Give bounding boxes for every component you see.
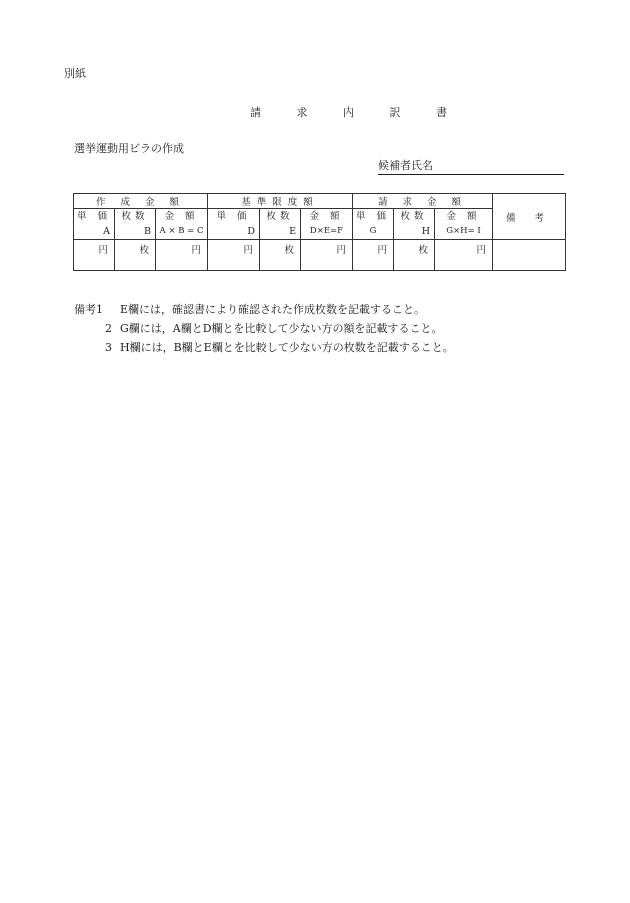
- subheader-cell: [156, 209, 208, 240]
- subheader-code: A × B = C: [159, 226, 204, 236]
- subheader-cell: [435, 209, 493, 240]
- unit-cell: 円: [74, 240, 115, 271]
- unit-cell: 円: [353, 240, 394, 271]
- subheader-label: 金 額: [164, 211, 199, 222]
- note-item: [74, 319, 454, 338]
- subheader-label: 単 価: [356, 211, 391, 222]
- subheader-cell: [394, 209, 435, 240]
- sub-header-row: [74, 209, 566, 240]
- invoice-breakdown-table: [73, 193, 566, 271]
- remarks-header: 備 考: [493, 194, 566, 240]
- unit-cell: 枚: [260, 240, 301, 271]
- note-text: E欄には，確認書により確認された作成枚数を記載すること。: [120, 303, 426, 316]
- purpose-text: 選挙運動用ビラの作成: [74, 142, 184, 155]
- subheader-cell: [115, 209, 156, 240]
- subheader-code: A: [103, 226, 110, 237]
- subheader-label: 金 額: [309, 211, 344, 222]
- subheader-label: 枚数: [400, 211, 428, 222]
- subheader-code: D×E=F: [309, 226, 344, 236]
- subheader-cell: [260, 209, 301, 240]
- subheader-label: 金 額: [446, 211, 481, 222]
- unit-cell: 円: [208, 240, 260, 271]
- note-label: 2: [105, 322, 112, 335]
- note-item: [74, 300, 454, 319]
- note-label: 3: [105, 341, 112, 354]
- subheader-code: B: [144, 226, 151, 237]
- subheader-cell: [353, 209, 394, 240]
- unit-cell: 円: [301, 240, 353, 271]
- subheader-cell: [208, 209, 260, 240]
- subheader-label: 単 価: [216, 211, 251, 222]
- group-standard-limit: 基準限度額: [208, 194, 353, 209]
- subheader-label: 枚数: [121, 211, 149, 222]
- note-text: H欄には，B欄とE欄とを比較して少ない方の枚数を記載すること。: [120, 341, 454, 354]
- note-text: G欄には，A欄とD欄とを比較して少ない方の額を記載すること。: [120, 322, 443, 335]
- unit-cell: 円: [156, 240, 208, 271]
- subheader-code: D: [247, 226, 256, 237]
- subheader-label: 単 価: [76, 211, 112, 222]
- group-production-amount: 作 成 金 額: [74, 194, 208, 209]
- group-header-row: [74, 194, 566, 209]
- subheader-code: G: [369, 226, 377, 236]
- subheader-label: 枚数: [266, 211, 294, 222]
- subheader-cell: [301, 209, 353, 240]
- subheader-code: G×H= I: [446, 226, 481, 236]
- subheader-code: H: [421, 226, 431, 237]
- candidate-name-label: 候補者氏名: [378, 159, 433, 172]
- remarks-cell: [493, 240, 566, 271]
- group-claim-amount: 請 求 金 額: [353, 194, 493, 209]
- subheader-cell: [74, 209, 115, 240]
- subheader-code: E: [289, 226, 297, 237]
- notes-section: [74, 300, 454, 357]
- document-title: 請 求 内 訳 書: [250, 106, 463, 119]
- candidate-name-field: [378, 157, 564, 175]
- unit-cell: 枚: [115, 240, 156, 271]
- unit-cell: 枚: [394, 240, 435, 271]
- entry-row: [74, 240, 566, 271]
- unit-cell: 円: [435, 240, 493, 271]
- note-item: [74, 338, 454, 357]
- note-label: 備考1: [74, 303, 103, 316]
- attachment-label: 別紙: [64, 67, 86, 80]
